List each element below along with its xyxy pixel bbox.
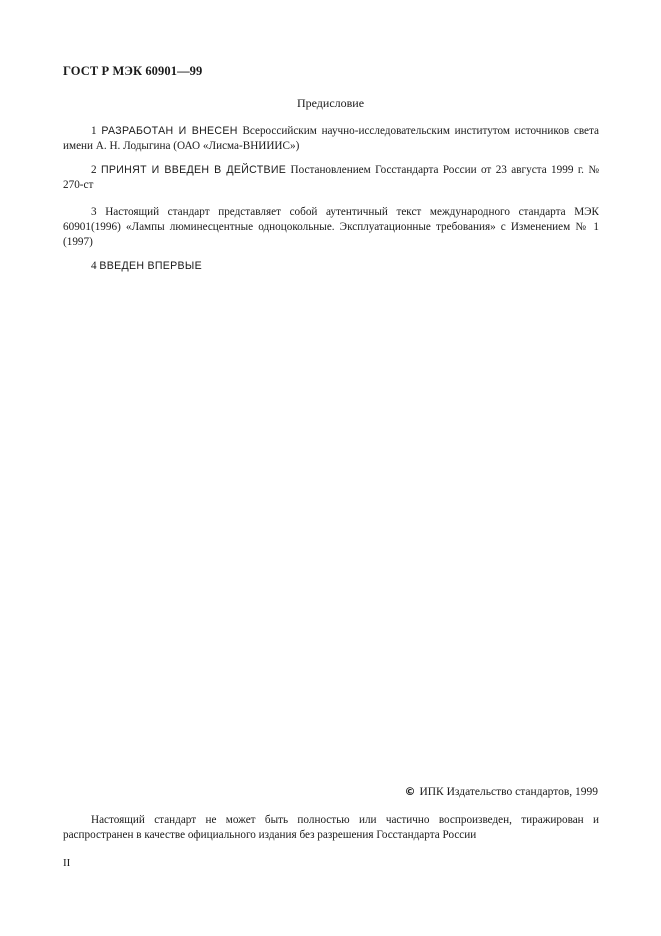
paragraph-1-caps: РАЗРАБОТАН И ВНЕСЕН xyxy=(101,125,238,137)
page-number: II xyxy=(63,857,71,869)
standard-code: ГОСТ Р МЭК 60901—99 xyxy=(63,64,203,78)
copyright-text: ИПК Издательство стандартов, 1999 xyxy=(419,786,598,798)
copyright-line xyxy=(404,785,598,798)
reproduction-notice: Настоящий стандарт не может быть полностью или частично воспроизведен, тиражирован и распространен в качестве официального издания без разрешения Госстандарта России xyxy=(63,814,599,841)
paragraph-2 xyxy=(63,163,599,193)
paragraph-2-text: Постановлением Госстандарта России от 23 августа 1999 г. № 270-ст xyxy=(63,164,600,191)
paragraph-3-number: 3 xyxy=(91,206,97,218)
paragraph-3-text: Настоящий стандарт представляет собой аутентичный текст международного стандарта МЭК 60901(1996) «Лампы люминесцентные одноцокольные. Эксплуатационные требования» с Изменением № 1 (1997) xyxy=(63,206,600,248)
paragraph-1-number: 1 xyxy=(91,125,97,137)
paragraph-4-caps: ВВЕДЕН ВПЕРВЫЕ xyxy=(99,260,202,272)
paragraph-1-text: Всероссийским научно-исследовательским институтом источников света имени А. Н. Лодыгина (ОАО «Лисма-ВНИИИС») xyxy=(63,125,600,152)
paragraph-1 xyxy=(63,124,599,154)
copyright-icon: © xyxy=(404,785,416,798)
paragraph-2-caps: ПРИНЯТ И ВВЕДЕН В ДЕЙСТВИЕ xyxy=(100,164,287,176)
paragraph-4-number: 4 xyxy=(91,260,97,272)
section-title: Предисловие xyxy=(296,96,365,110)
paragraph-3 xyxy=(63,205,599,250)
paragraph-2-number: 2 xyxy=(91,164,97,176)
paragraph-4 xyxy=(63,259,599,274)
